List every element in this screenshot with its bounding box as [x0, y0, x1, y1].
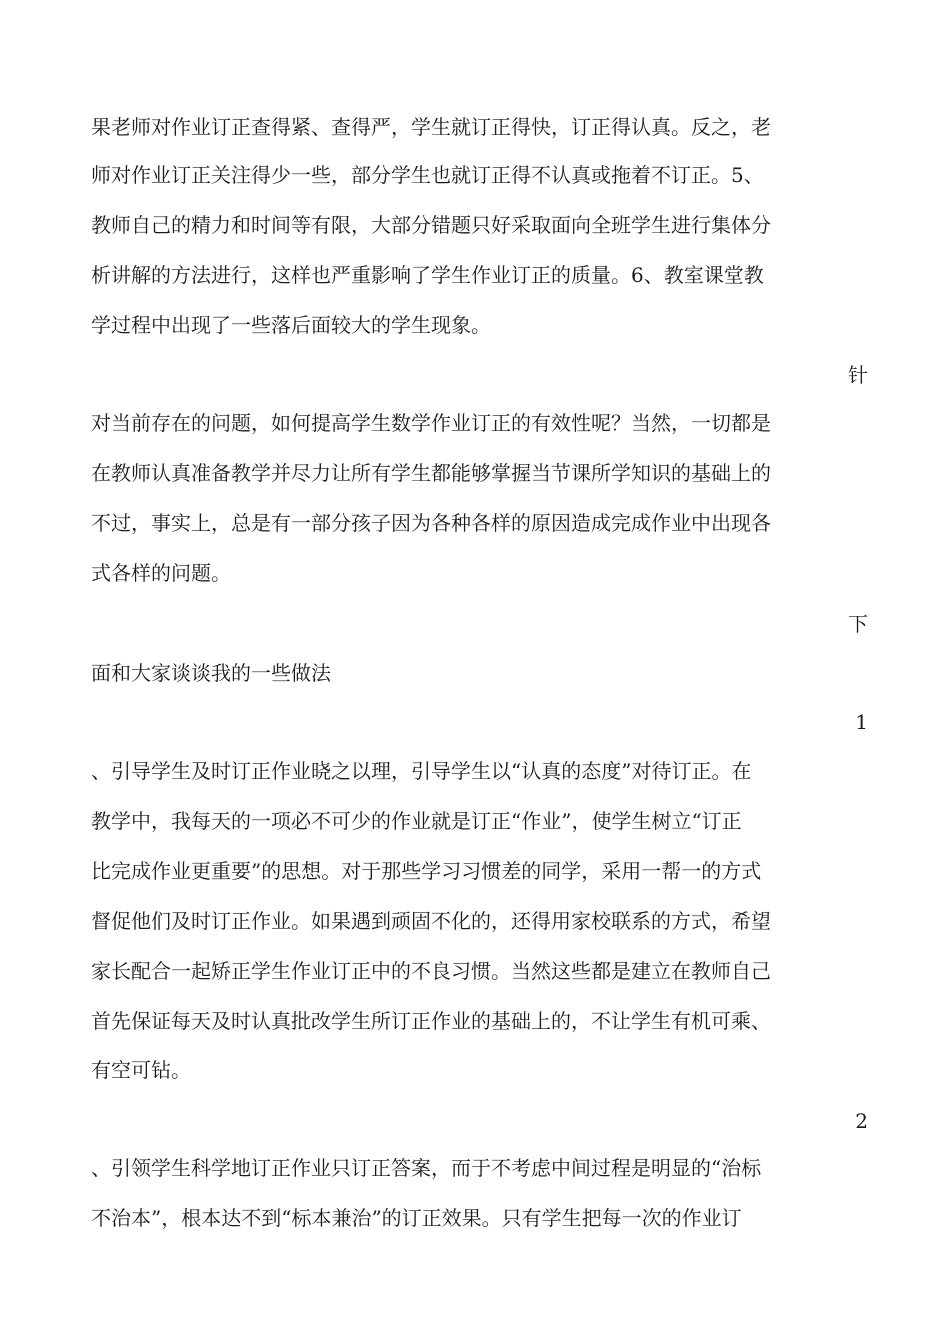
paragraph-marker: 下	[848, 612, 868, 636]
text-line: 首先保证每天及时认真批改学生所订正作业的基础上的，不让学生有机可乘、	[91, 1009, 771, 1033]
text-line: 比完成作业更重要”的思想。对于那些学习习惯差的同学，采用一帮一的方式	[91, 859, 762, 883]
text-line: 家长配合一起矫正学生作业订正中的不良习惯。当然这些都是建立在教师自己	[91, 959, 771, 983]
text-line: 学过程中出现了一些落后面较大的学生现象。	[91, 313, 491, 337]
text-line: 教师自己的精力和时间等有限，大部分错题只好采取面向全班学生进行集体分	[91, 213, 771, 237]
text-line: 师对作业订正关注得少一些，部分学生也就订正得不认真或拖着不订正。5、	[91, 163, 764, 187]
text-line: 有空可钻。	[91, 1058, 191, 1082]
paragraph-marker: 1	[855, 710, 868, 734]
text-line: 式各样的问题。	[91, 561, 231, 585]
text-line: 在教师认真准备教学并尽力让所有学生都能够掌握当节课所学知识的基础上的	[91, 461, 771, 485]
text-line: 析讲解的方法进行，这样也严重影响了学生作业订正的质量。6、教室课堂教	[91, 263, 764, 287]
text-line: 、引导学生及时订正作业晓之以理，引导学生以“认真的态度”对待订正。在	[91, 759, 752, 783]
text-line: 果老师对作业订正查得紧、查得严，学生就订正得快，订正得认真。反之，老	[91, 115, 771, 139]
text-line: 对当前存在的问题，如何提高学生数学作业订正的有效性呢？当然，一切都是	[91, 411, 771, 435]
text-line: 、引领学生科学地订正作业只订正答案，而于不考虑中间过程是明显的“治标	[91, 1156, 762, 1180]
paragraph-marker: 2	[855, 1109, 868, 1133]
text-line: 不治本”，根本达不到“标本兼治”的订正效果。只有学生把每一次的作业订	[91, 1206, 742, 1230]
text-line: 督促他们及时订正作业。如果遇到顽固不化的，还得用家校联系的方式，希望	[91, 909, 771, 933]
text-line: 面和大家谈谈我的一些做法	[91, 661, 331, 685]
text-line: 教学中，我每天的一项必不可少的作业就是订正“作业”，使学生树立“订正	[91, 809, 742, 833]
paragraph-marker: 针	[848, 363, 868, 387]
text-line: 不过，事实上，总是有一部分孩子因为各种各样的原因造成完成作业中出现各	[91, 511, 771, 535]
